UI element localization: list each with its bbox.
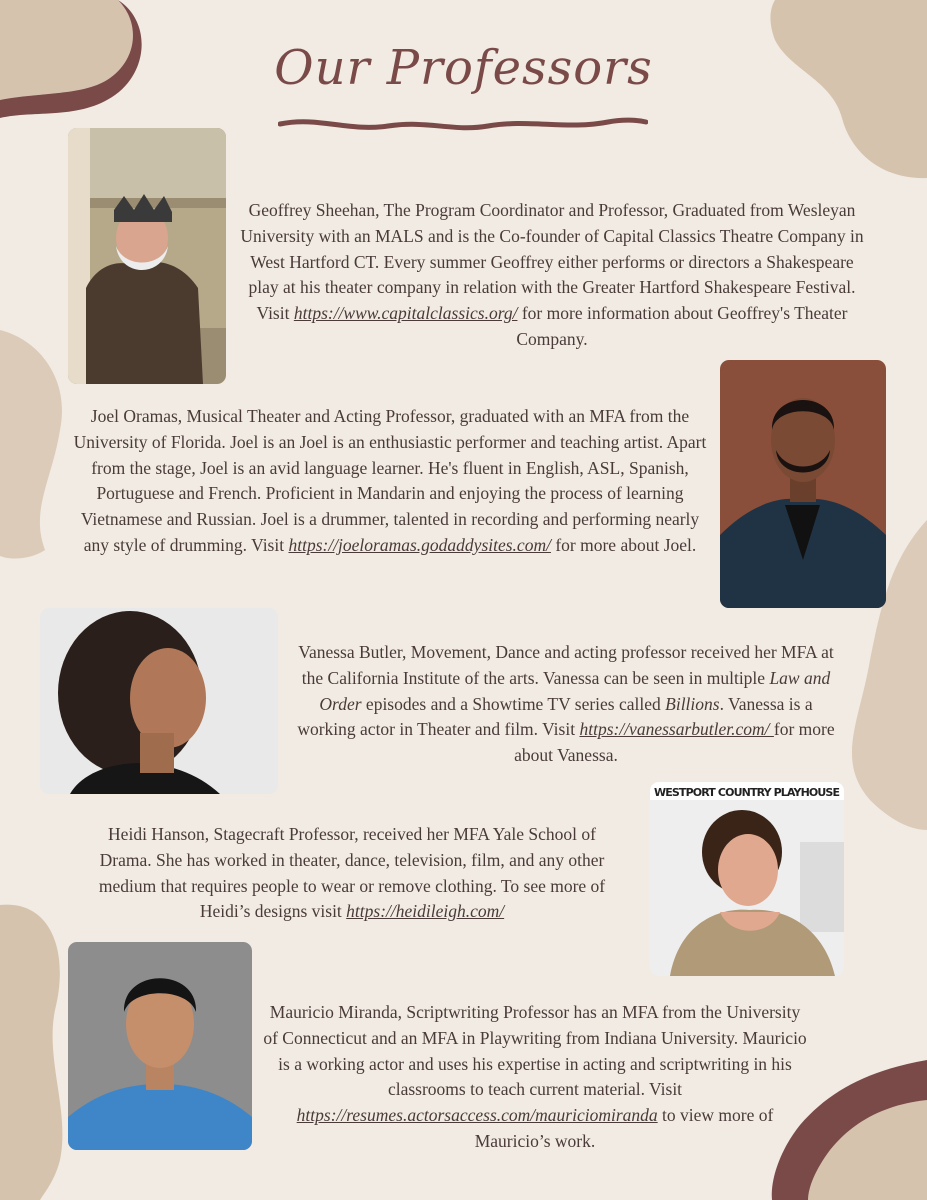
bio-text-3: . Vanessa is a working actor in Theater and film. Visit — [297, 693, 813, 740]
bio-text-after: to view more of Mauricio’s work. — [474, 1105, 774, 1151]
bio-text-after: for more information about Geoffrey's Theater Company. — [516, 303, 848, 349]
bio-text: Vanessa Butler, Movement, Dance and acting professor received her MFA at the California Institute of the arts. Vanessa can be seen in multiple — [298, 642, 834, 688]
professor-link-vanessa[interactable]: https://vanessarbutler.com/ — [579, 719, 774, 740]
professor-photo-geoffrey — [68, 128, 226, 384]
professor-link-mauricio[interactable]: https://resumes.actorsaccess.com/mauriciomiranda — [296, 1105, 658, 1126]
blob-left-middle — [0, 330, 62, 558]
title-squiggle-divider — [278, 114, 648, 138]
professor-bio-mauricio — [262, 1000, 808, 1155]
professor-photo-joel — [720, 360, 886, 608]
bio-text: Mauricio Miranda, Scriptwriting Professor has an MFA from the University of Connecticut and an MFA in Playwriting from Indiana University. Mauricio is a working actor and uses his expertise in acting and scriptwriting in his classrooms to teach current material. Visit — [263, 1002, 807, 1100]
bio-text-2: episodes and a Showtime TV series called — [361, 693, 666, 714]
professor-link-heidi[interactable]: https://heidileigh.com/ — [346, 901, 505, 922]
professor-photo-vanessa — [40, 608, 278, 794]
professor-photo-mauricio — [68, 942, 252, 1150]
bio-text: Geoffrey Sheehan, The Program Coordinator and Professor, Graduated from Wesleyan University with an MALS and is the Co-founder of Capital Classics Theatre Company in West Hartford CT. Every summer Geoffrey either performs or directors a Shakespeare play at his theater company in relation with the Greater Hartford Shakespeare Festival. Visit — [240, 200, 864, 324]
bio-text-after: for more about Joel. — [550, 534, 697, 555]
photo-backdrop-sign: WESTPORT COUNTRY PLAYHOUSE — [654, 786, 840, 799]
professor-bio-heidi — [84, 822, 620, 925]
professor-bio-geoffrey — [240, 198, 864, 353]
professor-photo-heidi — [650, 782, 844, 976]
professor-link-geoffrey[interactable]: https://www.capitalclassics.org/ — [293, 303, 518, 324]
bio-text: Joel Oramas, Musical Theater and Acting Professor, graduated with an MFA from the University of Florida. Joel is an Joel is an enthusiastic performer and teaching artist. Apart from the stage, Joel is an avid language learner. He's fluent in English, ASL, Spanish, Portuguese and French. Proficient in Mandarin and enjoying the process of learning Vietnamese and Russian. Joel is a drummer, talented in recording and performing nearly any style of drumming. Visit — [73, 406, 707, 555]
bio-text-after: for more about Vanessa. — [514, 719, 835, 766]
show-title-law-and-order: Law and Order — [319, 667, 831, 714]
blob-bottom-left — [0, 905, 62, 1200]
bio-text: Heidi Hanson, Stagecraft Professor, received her MFA Yale School of Drama. She has worked in theater, dance, television, film, and any other medium that requires people to wear or remove clothing. To see more of Heidi’s designs visit — [98, 824, 606, 922]
professor-bio-joel — [70, 404, 710, 559]
page-title: Our Professors — [274, 40, 653, 96]
professor-bio-vanessa — [290, 640, 842, 769]
show-title-billions: Billions — [665, 693, 720, 714]
professor-link-joel[interactable]: https://joeloramas.godaddysites.com/ — [288, 534, 551, 555]
